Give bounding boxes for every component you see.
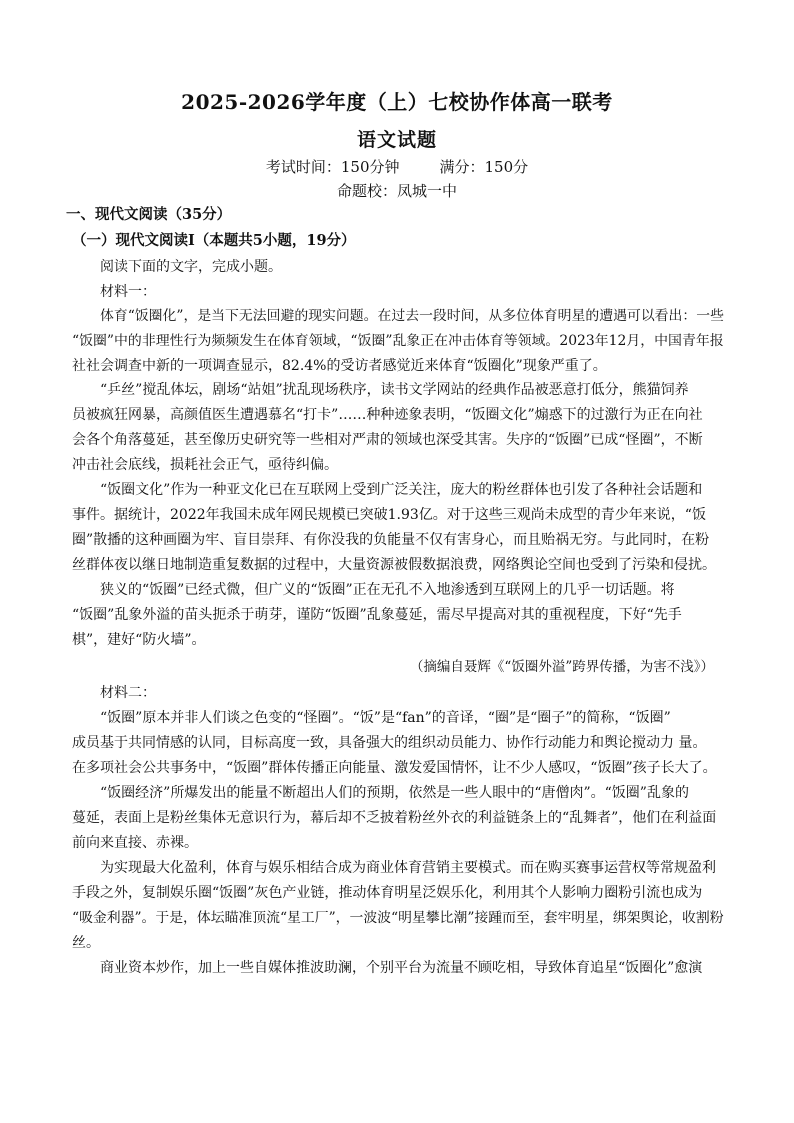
- text-line: 丝。: [72, 935, 100, 951]
- text-line: 商业资本炒作，加上一些自媒体推波助澜，个别平台为流量不顾吃相，导致体育追星“饭圈化”愈演: [100, 960, 703, 976]
- material-label: 材料一：: [100, 284, 156, 300]
- text-line: 狭义的“饭圈”已经式微，但广义的“饭圈”正在无孔不入地渗透到互联网上的几乎一切话题。将: [100, 582, 675, 598]
- text-line: “乒丝”搅乱体坛，剧场“站姐”扰乱现场秩序，读书文学网站的经典作品被恶意打低分，熊猫饲养: [100, 382, 689, 398]
- text-line: “饭圈经济”所爆发出的能量不断超出人们的预期，依然是一些人眼中的“唐僧肉”。“饭圈”乱象的: [100, 785, 689, 801]
- text-line: “饭圈”中的非理性行为频频发生在体育领域，“饭圈”乱象正在冲击体育等领域。2023年12月，中国青年报: [72, 333, 724, 349]
- source-citation: （摘编自聂辉《“饭圈外溢”跨界传播，为害不浅》）: [409, 659, 714, 675]
- subsection-heading: （一）现代文阅读Ⅰ（本题共5小题，19分）: [72, 232, 356, 249]
- text-line: “饭圈文化”作为一种亚文化已在互联网上受到广泛关注，庞大的粉丝群体也引发了各种社会话题和: [100, 482, 703, 498]
- text-line: 蔓延，表面上是粉丝集体无意识行为，幕后却不乏披着粉丝外衣的利益链条上的“乱舞者”，他们在利益面: [72, 810, 717, 826]
- subject-title: 语文试题: [356, 129, 437, 151]
- exam-info-line: [0, 156, 794, 177]
- full-score: 满分：150分: [439, 158, 529, 176]
- text-line: 为实现最大化盈利，体育与娱乐相结合成为商业体育营销主要模式。而在购买赛事运营权等常规盈利: [100, 860, 716, 876]
- material-label: 材料二：: [100, 685, 156, 701]
- text-line: 员被疯狂网暴，高颜值医生遭遇慕名“打卡”……种种迹象表明，“饭圈文化”煽惑下的过激行为正在向社: [72, 407, 703, 423]
- exam-time: 考试时间：150分钟: [265, 158, 400, 176]
- text-line: “吸金利器”。于是，体坛瞄准顶流“星工厂”，一波波“明星攀比潮”接踵而至，套牢明星，绑架舆论，收割粉: [72, 910, 724, 926]
- text-line: 圈”散播的这种画圈为牢、盲目崇拜、有你没我的负能量不仅有害身心，而且贻祸无穷。与此同时，在粉: [72, 532, 710, 548]
- text-line: “饭圈”乱象外溢的苗头扼杀于萌芽，谨防“饭圈”乱象蔓延，需尽早提高对其的重视程度，下好“先手: [72, 607, 682, 623]
- section-heading: 一、现代文阅读（35分）: [66, 206, 232, 223]
- text-line: 社社会调查中新的一项调查显示，82.4%的受访者感觉近来体育“饭圈化”现象严重了。: [72, 358, 607, 374]
- setting-school: 命题校：凤城一中: [336, 182, 457, 200]
- text-line: 成员基于共同情感的认同，目标高度一致，具备强大的组织动员能力、协作行动能力和舆论搅动力 量。: [72, 735, 707, 751]
- text-line: 手段之外，复制娱乐圈“饭圈”灰色产业链，推动体育明星泛娱乐化，利用其个人影响力圈粉引流也成为: [72, 885, 703, 901]
- text-line: 冲击社会底线，损耗社会正气，亟待纠偏。: [72, 457, 338, 473]
- exam-title: 2025-2026学年度（上）七校协作体高一联考: [181, 90, 613, 114]
- text-line: 丝群体夜以继日地制造重复数据的过程中，大量资源被假数据浪费，网络舆论空间也受到了污染和侵扰。: [72, 557, 716, 573]
- text-line: “饭圈”原本并非人们谈之色变的“怪圈”。“饭”是“fan”的音译，“圈”是“圈子”的简称，“饭圈”: [100, 710, 671, 726]
- text-line: 事件。据统计，2022年我国未成年网民规模已突破1.93亿。对于这些三观尚未成型的青少年来说，“饭: [72, 507, 706, 523]
- text-line: 在多项社会公共事务中，“饭圈”群体传播正向能量、激发爱国情怀，让不少人感叹，“饭圈”孩子长大了。: [72, 760, 717, 776]
- text-line: 体育“饭圈化”，是当下无法回避的现实问题。在过去一段时间，从多位体育明星的遭遇可以看出：一些: [100, 308, 724, 324]
- text-line: 会各个角落蔓延，甚至像历史研究等一些相对严肃的领域也深受其害。失序的“饭圈”已成“怪圈”，不断: [72, 432, 703, 448]
- text-line: 前向来直接、赤裸。: [72, 835, 198, 851]
- instruction-text: 阅读下面的文字，完成小题。: [100, 259, 282, 275]
- text-line: 棋”，建好“防火墙”。: [72, 632, 206, 648]
